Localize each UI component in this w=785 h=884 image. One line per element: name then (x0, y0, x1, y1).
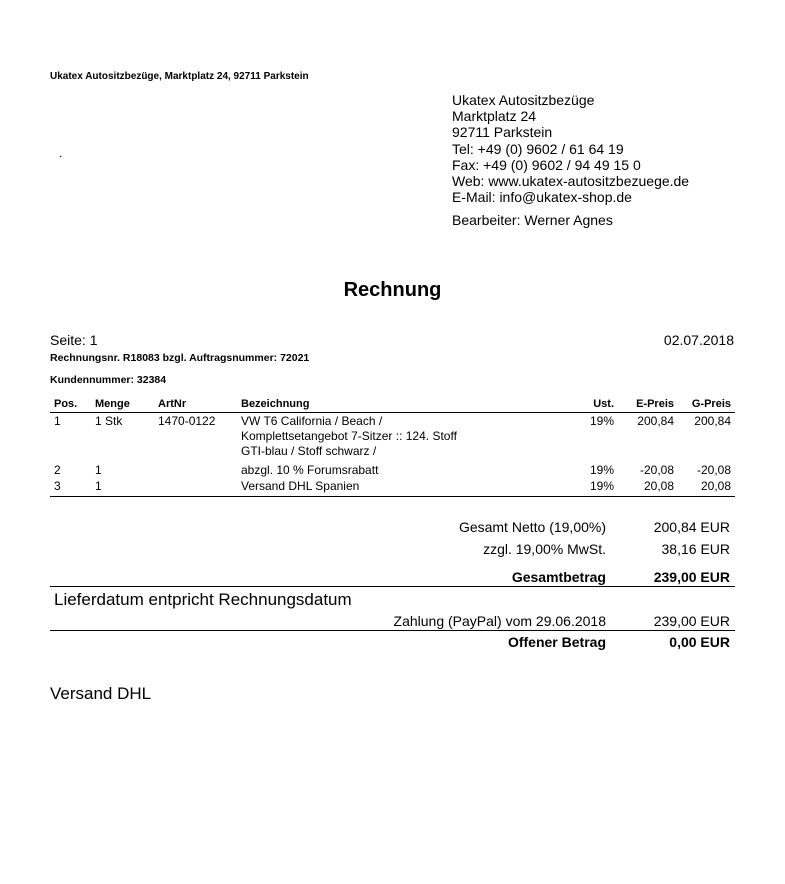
vat-value: 38,16 EUR (661, 541, 730, 557)
document-title: Rechnung (343, 279, 442, 301)
editor-name: Bearbeiter: Werner Agnes (452, 212, 613, 228)
vat-label: zzgl. 19,00% MwSt. (483, 541, 606, 557)
cell-total-price: 20,08 (678, 478, 735, 497)
cell-artnr (154, 459, 237, 478)
col-header-pos: Pos. (50, 395, 91, 413)
cell-desc (237, 413, 562, 460)
cell-unit-price: 20,08 (618, 478, 678, 497)
col-header-qty: Menge (91, 395, 154, 413)
col-header-vat: Ust. (562, 395, 618, 413)
cell-pos: 1 (54, 414, 61, 428)
cell-vat: 19% (562, 478, 618, 497)
cell-desc: abzgl. 10 % Forumsrabatt (241, 463, 379, 477)
payment-label: Zahlung (PayPal) vom 29.06.2018 (393, 613, 606, 629)
company-name: Ukatex Autositzbezüge (452, 92, 595, 108)
table-row (50, 459, 735, 478)
desc-line: GTI-blau / Stoff schwarz / (241, 444, 377, 458)
company-email: E-Mail: info@ukatex-shop.de (452, 189, 632, 206)
cell-pos: 2 (54, 463, 61, 477)
open-amount-label: Offener Betrag (507, 634, 606, 650)
invoice-reference: Rechnungsnr. R18083 bzgl. Auftragsnummer: 72021 (50, 352, 310, 364)
company-website: Web: www.ukatex-autositzbezuege.de (452, 173, 690, 190)
company-info-block (452, 92, 689, 205)
table-header-row (50, 395, 735, 413)
cell-qty: 1 Stk (95, 414, 123, 428)
recipient-address: . (59, 146, 63, 160)
net-total-label: Gesamt Netto (19,00%) (458, 519, 606, 535)
col-header-total-price: G-Preis (678, 395, 735, 413)
divider (50, 586, 735, 587)
net-total-value: 200,84 EUR (653, 519, 730, 535)
shipping-note: Versand DHL (50, 684, 152, 703)
cell-artnr (154, 478, 237, 497)
cell-vat: 19% (589, 414, 614, 428)
sender-address-line: Ukatex Autositzbezüge, Marktplatz 24, 92711 Parkstein (50, 71, 309, 82)
desc-line: VW T6 California / Beach / (241, 414, 383, 428)
company-street: Marktplatz 24 (452, 108, 537, 125)
company-fax: Fax: +49 (0) 9602 / 94 49 15 0 (452, 156, 641, 173)
gross-total-value: 239,00 EUR (653, 569, 730, 585)
cell-artnr: 1470-0122 (158, 414, 216, 428)
payment-value: 239,00 EUR (653, 613, 730, 629)
cell-pos: 3 (50, 478, 91, 497)
cell-vat: 19% (589, 463, 614, 477)
customer-number: Kundennummer: 32384 (50, 374, 167, 386)
cell-unit-price: -20,08 (639, 463, 674, 477)
company-phone: Tel: +49 (0) 9602 / 61 64 19 (452, 140, 624, 157)
cell-unit-price: 200,84 (637, 414, 674, 428)
table-row (50, 478, 735, 497)
cell-total-price: -20,08 (696, 463, 731, 477)
col-header-unit-price: E-Preis (618, 395, 678, 413)
table-row (50, 413, 735, 460)
open-amount-value: 0,00 EUR (669, 634, 730, 650)
cell-qty: 1 (91, 478, 154, 497)
cell-desc: Versand DHL Spanien (237, 478, 562, 497)
line-items-table (50, 395, 735, 497)
page-number: Seite: 1 (50, 332, 98, 348)
col-header-artnr: ArtNr (154, 395, 237, 413)
cell-total-price: 200,84 (694, 414, 731, 428)
delivery-date-note: Lieferdatum entpricht Rechnungsdatum (54, 590, 352, 609)
col-header-desc: Bezeichnung (237, 395, 562, 413)
divider (50, 630, 735, 631)
cell-qty: 1 (95, 463, 102, 477)
company-city: 92711 Parkstein (452, 124, 553, 141)
invoice-date: 02.07.2018 (663, 332, 734, 348)
desc-line: Komplettsetangebot 7-Sitzer :: 124. Stoff (241, 429, 457, 443)
gross-total-label: Gesamtbetrag (511, 569, 606, 585)
